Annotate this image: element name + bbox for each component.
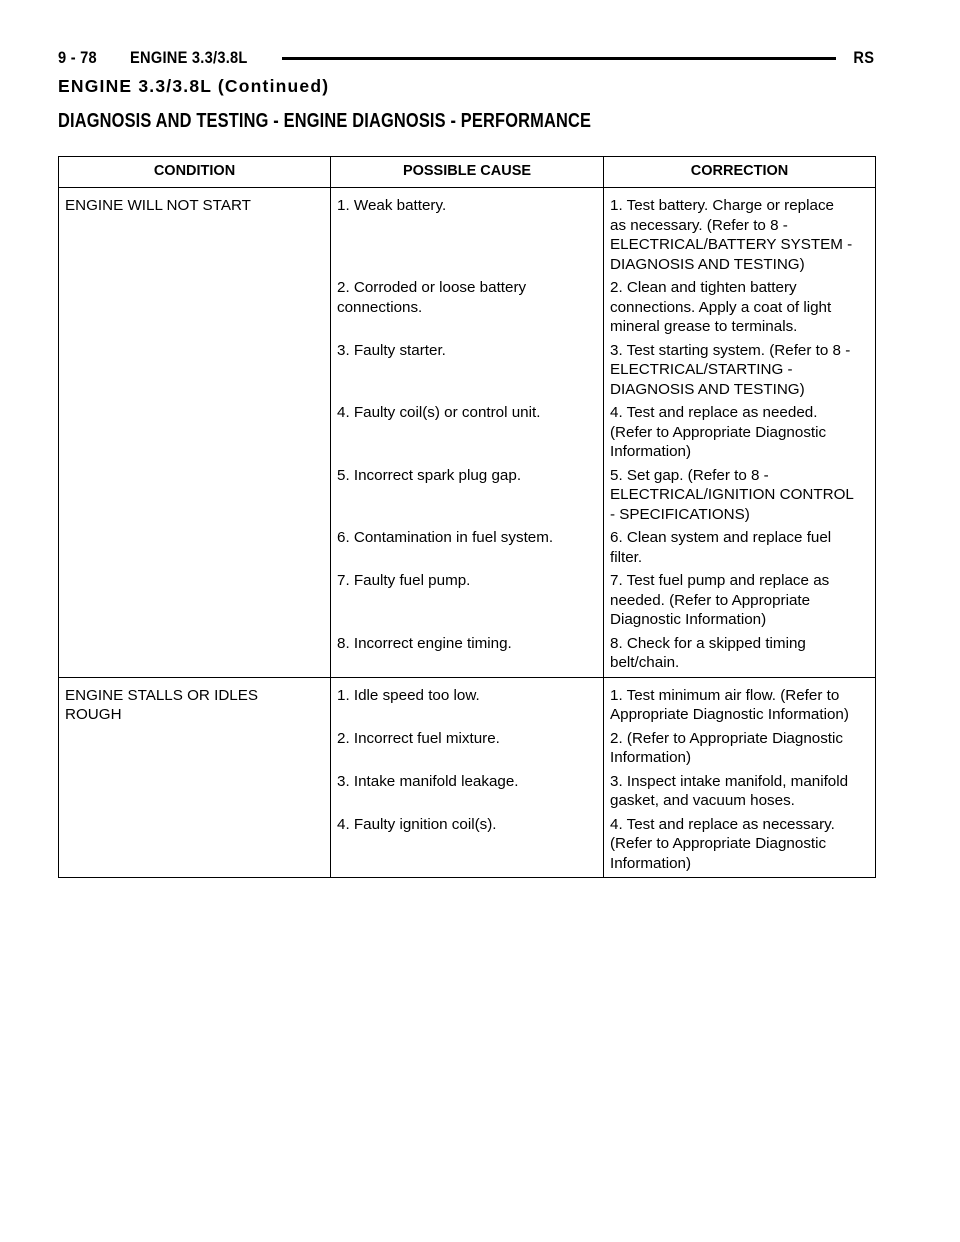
possible-cause-cell: 3. Faulty starter. — [331, 341, 604, 404]
condition-cell — [59, 403, 331, 466]
correction-cell: 5. Set gap. (Refer to 8 - ELECTRICAL/IGNITION CONTROL - SPECIFICATIONS) — [604, 466, 876, 529]
page-number: 9 - 78 — [58, 48, 97, 67]
table-header — [59, 157, 876, 188]
possible-cause-cell: 4. Faulty coil(s) or control unit. — [331, 403, 604, 466]
table-row — [59, 634, 876, 678]
page-header — [58, 46, 874, 72]
correction-cell: 1. Test battery. Charge or replace as necessary. (Refer to 8 - ELECTRICAL/BATTERY SYSTEM - DIAGNOSIS AND TESTING) — [604, 188, 876, 279]
possible-cause-cell: 3. Intake manifold leakage. — [331, 772, 604, 815]
table-row — [59, 772, 876, 815]
condition-cell — [59, 815, 331, 878]
correction-cell: 4. Test and replace as necessary. (Refer to Appropriate Diagnostic Information) — [604, 815, 876, 878]
condition-cell: ENGINE STALLS OR IDLES ROUGH — [59, 677, 331, 729]
correction-cell: 7. Test fuel pump and replace as needed. (Refer to Appropriate Diagnostic Information) — [604, 571, 876, 634]
diagnosis-table — [58, 156, 876, 878]
correction-cell: 8. Check for a skipped timing belt/chain. — [604, 634, 876, 678]
possible-cause-cell: 6. Contamination in fuel system. — [331, 528, 604, 571]
possible-cause-cell: 2. Incorrect fuel mixture. — [331, 729, 604, 772]
table-row — [59, 466, 876, 529]
correction-cell: 3. Inspect intake manifold, manifold gasket, and vacuum hoses. — [604, 772, 876, 815]
condition-cell — [59, 571, 331, 634]
possible-cause-cell: 4. Faulty ignition coil(s). — [331, 815, 604, 878]
condition-cell — [59, 528, 331, 571]
condition-cell: ENGINE WILL NOT START — [59, 188, 331, 279]
possible-cause-cell: 7. Faulty fuel pump. — [331, 571, 604, 634]
table-row — [59, 528, 876, 571]
condition-cell — [59, 466, 331, 529]
column-header-correction: CORRECTION — [604, 157, 876, 188]
table-body — [59, 188, 876, 878]
table-row — [59, 403, 876, 466]
header-section-title: ENGINE 3.3/3.8L — [130, 48, 248, 67]
correction-cell: 4. Test and replace as needed. (Refer to Appropriate Diagnostic Information) — [604, 403, 876, 466]
correction-cell: 3. Test starting system. (Refer to 8 - ELECTRICAL/STARTING - DIAGNOSIS AND TESTING) — [604, 341, 876, 404]
possible-cause-cell: 5. Incorrect spark plug gap. — [331, 466, 604, 529]
header-model-code: RS — [853, 48, 874, 67]
correction-cell: 2. (Refer to Appropriate Diagnostic Information) — [604, 729, 876, 772]
table-row — [59, 571, 876, 634]
continued-title: ENGINE 3.3/3.8L (Continued) — [58, 76, 330, 96]
condition-cell — [59, 634, 331, 678]
section-title: DIAGNOSIS AND TESTING - ENGINE DIAGNOSIS - PERFORMANCE — [58, 110, 592, 132]
column-header-possible-cause: POSSIBLE CAUSE — [331, 157, 604, 188]
table-row — [59, 815, 876, 878]
correction-cell: 1. Test minimum air flow. (Refer to Appropriate Diagnostic Information) — [604, 677, 876, 729]
column-header-condition: CONDITION — [59, 157, 331, 188]
table-row — [59, 278, 876, 341]
condition-cell — [59, 341, 331, 404]
possible-cause-cell: 1. Idle speed too low. — [331, 677, 604, 729]
possible-cause-cell: 8. Incorrect engine timing. — [331, 634, 604, 678]
table-row — [59, 677, 876, 729]
condition-cell — [59, 772, 331, 815]
table-row — [59, 341, 876, 404]
correction-cell: 2. Clean and tighten battery connections. Apply a coat of light mineral grease to terminals. — [604, 278, 876, 341]
possible-cause-cell: 2. Corroded or loose battery connections. — [331, 278, 604, 341]
condition-cell — [59, 278, 331, 341]
table-row — [59, 729, 876, 772]
table-row — [59, 188, 876, 279]
possible-cause-cell: 1. Weak battery. — [331, 188, 604, 279]
header-rule — [282, 57, 836, 60]
condition-cell — [59, 729, 331, 772]
correction-cell: 6. Clean system and replace fuel filter. — [604, 528, 876, 571]
